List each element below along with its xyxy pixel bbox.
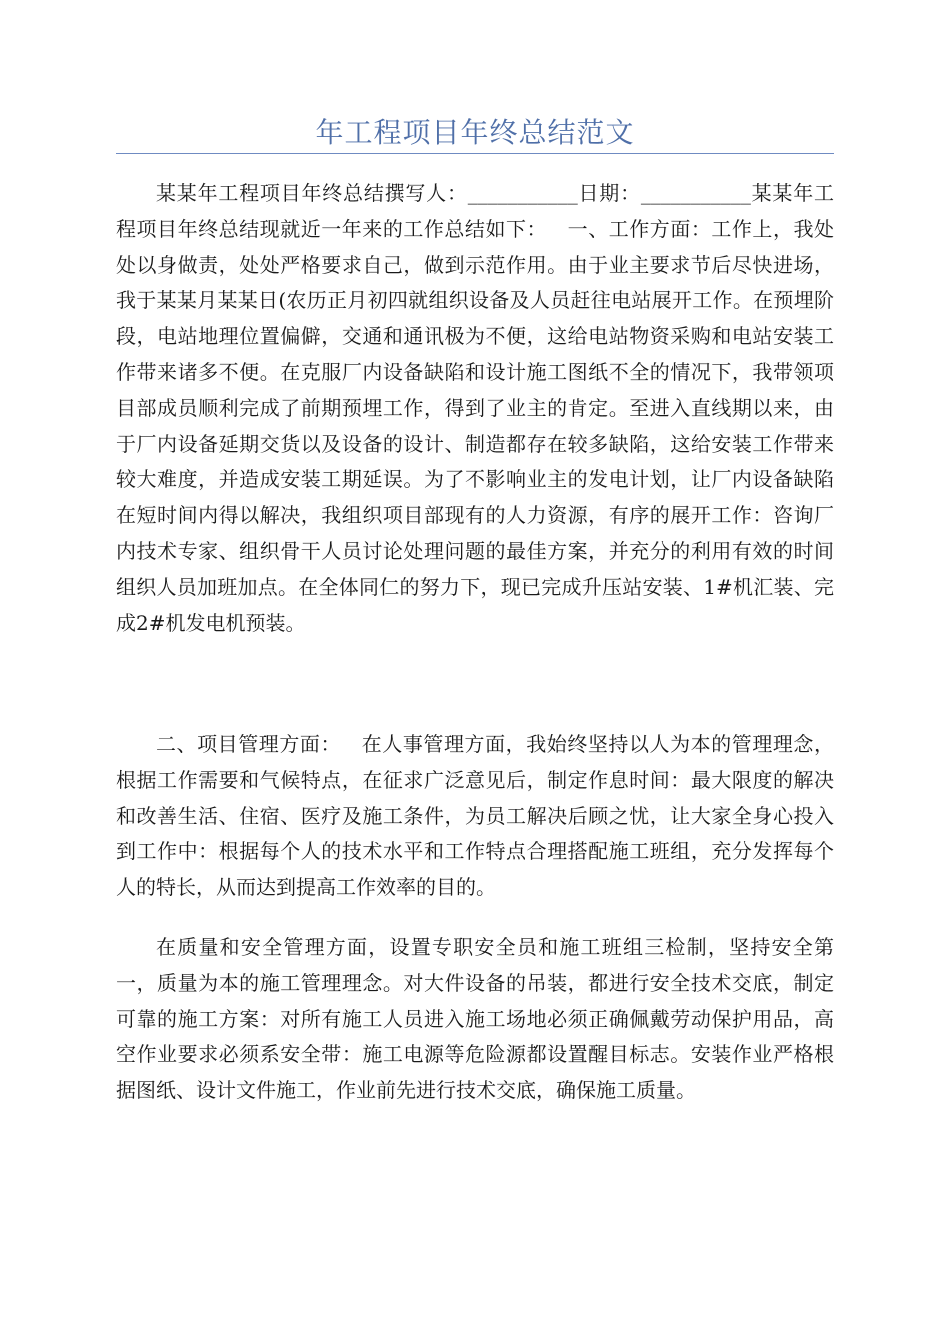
paragraph-text: 二、项目管理方面： 在人事管理方面，我始终坚持以人为本的管理理念，根据工作需要和气候特点，在征求广泛意见后，制定作息时间：最大限度的解决和改善生活、住宿、医疗及施工条件，为员工解决后顾之忧，让大家全身心投入到工作中：根据每个人的技术水平和工作特点合理搭配施工班组，充分发挥每个人的特长，从而达到提高工作效率的目的。 [116,732,834,900]
title-underline [116,153,834,154]
document-title: 年工程项目年终总结范文 [315,116,635,149]
paragraph-work-summary [116,176,834,641]
paragraph-quality-safety [116,930,834,1109]
paragraph-text: 某某年工程项目年终总结撰写人：___________日期：___________某某年工程项目年终总结现就近一年来的工作总结如下： 一、工作方面：工作上，我处处以身做责，处处严格要求自己，做到示范作用。由于业主要求节后尽快进场，我于某某月某某日(农历正月初四就组织设备及人员赶往电站展开工作。在预埋阶段，电站地理位置偏僻，交通和通讯极为不便，这给电站物资采购和电站安装工作带来诸多不便。在克服厂内设备缺陷和设计施工图纸不全的情况下，我带领项目部成员顺利完成了前期预埋工作，得到了业主的肯定。至进入直线期以来，由于厂内设备延期交货以及设备的设计、制造都存在较多缺陷，这给安装工作带来较大难度，并造成安装工期延误。为了不影响业主的发电计划，让厂内设备缺陷在短时间内得以解决，我组织项目部现有的人力资源，有序的展开工作：咨询厂内技术专家、组织骨干人员讨论处理问题的最佳方案，并充分的利用有效的时间组织人员加班加点。在全体同仁的努力下，现已完成升压站安装、1#机汇装、完成2#机发电机预装。 [116,181,834,635]
paragraph-text: 在质量和安全管理方面，设置专职安全员和施工班组三检制，坚持安全第一，质量为本的施工管理理念。对大件设备的吊装，都进行安全技术交底，制定可靠的施工方案：对所有施工人员进入施工场地必须正确佩戴劳动保护用品，高空作业要求必须系安全带：施工电源等危险源都设置醒目标志。安装作业严格根据图纸、设计文件施工，作业前先进行技术交底，确保施工质量。 [116,935,834,1103]
paragraph-project-management [116,727,834,906]
